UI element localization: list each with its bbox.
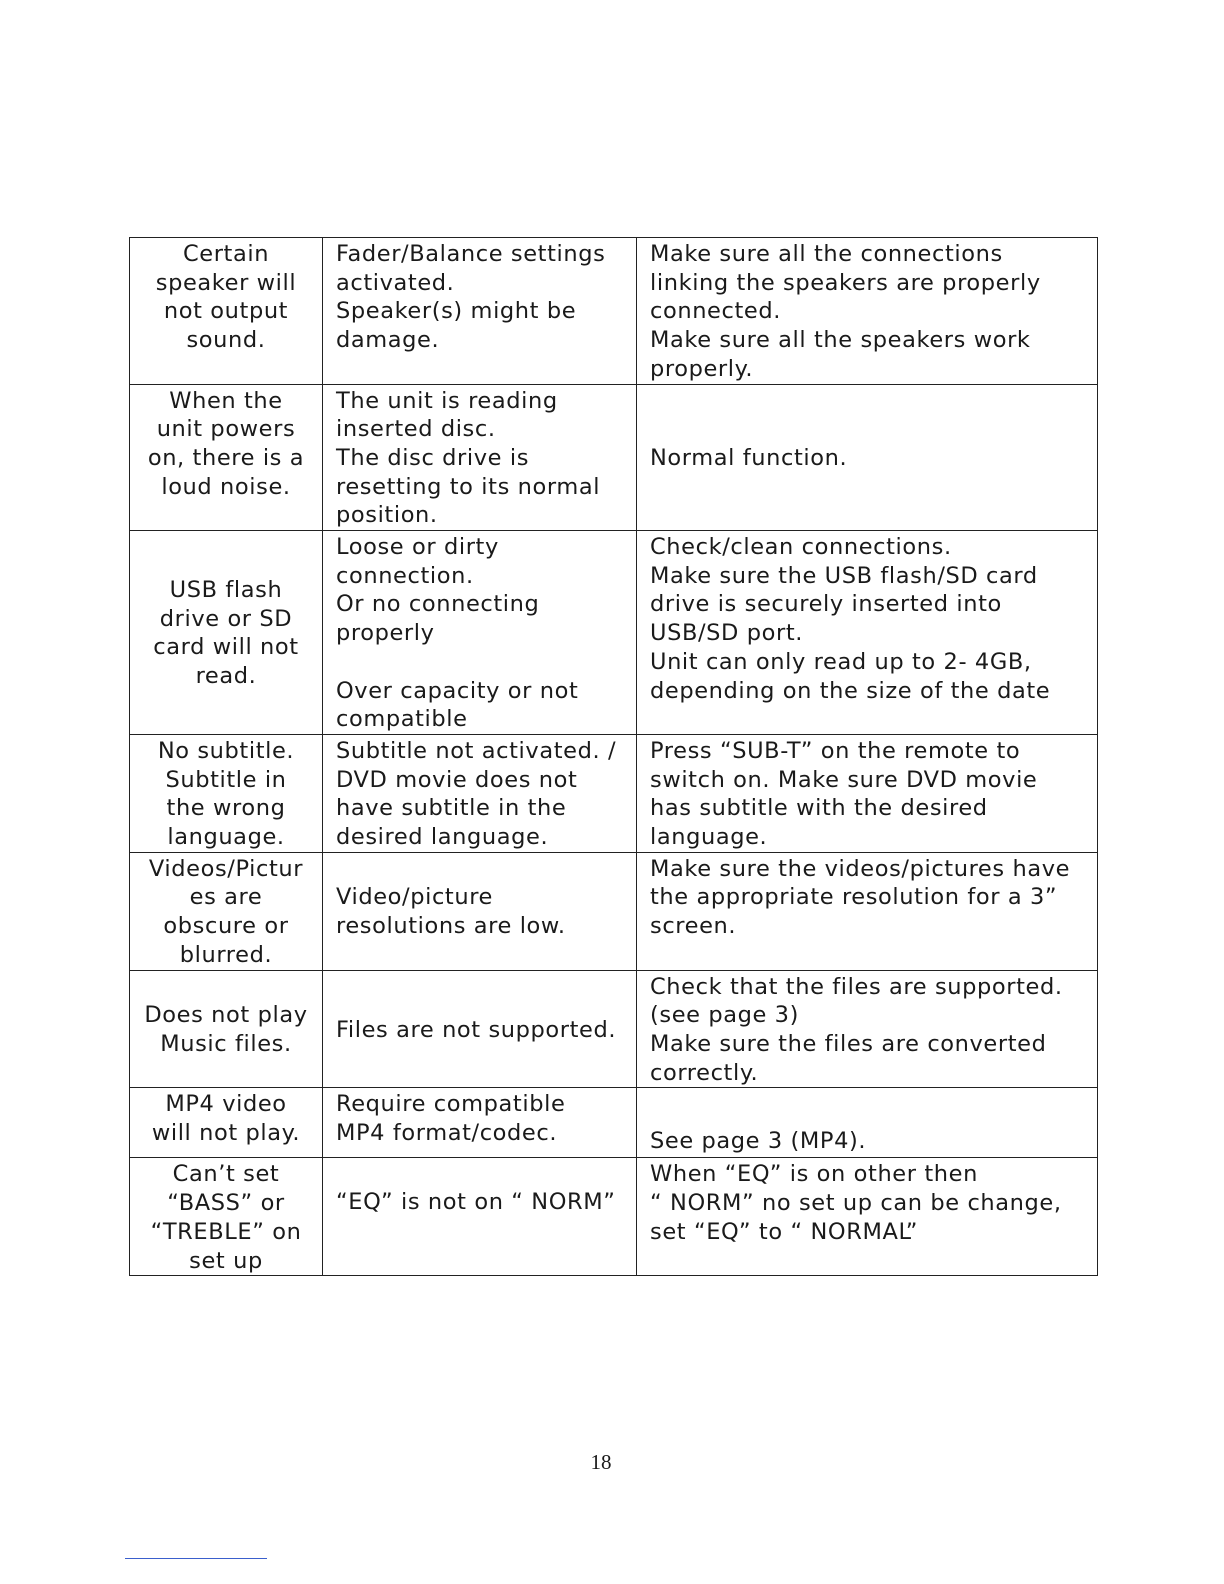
symptom-cell: Certain speaker will not output sound. [130, 238, 323, 385]
cause-cell: Fader/Balance settings activated. Speaker(s) might be damage. [323, 238, 637, 385]
table-row [130, 734, 1098, 852]
symptom-cell: Does not play Music files. [130, 970, 323, 1088]
table-row [130, 1158, 1098, 1276]
table-row [130, 852, 1098, 970]
cause-cell: Require compatible MP4 format/codec. [323, 1088, 637, 1158]
cause-cell: “EQ” is not on “ NORM” [323, 1158, 637, 1276]
symptom-cell: Can’t set “BASS” or “TREBLE” on set up [130, 1158, 323, 1276]
cause-cell: Loose or dirty connection. Or no connecting properly Over capacity or not compatible [323, 531, 637, 735]
table-row [130, 1088, 1098, 1158]
solution-cell: Check that the files are supported. (see page 3) Make sure the files are converted correctly. [637, 970, 1098, 1088]
table-row [130, 384, 1098, 531]
troubleshooting-table [129, 237, 1098, 1276]
footnote-divider [125, 1558, 267, 1559]
cause-cell: The unit is reading inserted disc. The disc drive is resetting to its normal position. [323, 384, 637, 531]
solution-cell: When “EQ” is on other then “ NORM” no set up can be change, set “EQ” to “ NORMAL” [637, 1158, 1098, 1276]
symptom-cell: Videos/Pictur es are obscure or blurred. [130, 852, 323, 970]
solution-cell: See page 3 (MP4). [637, 1088, 1098, 1158]
solution-cell: Make sure the videos/pictures have the appropriate resolution for a 3” screen. [637, 852, 1098, 970]
page-number: 18 [590, 1450, 612, 1474]
solution-cell: Make sure all the connections linking the speakers are properly connected. Make sure all the speakers work properly. [637, 238, 1098, 385]
cause-cell: Files are not supported. [323, 970, 637, 1088]
cause-cell: Video/picture resolutions are low. [323, 852, 637, 970]
solution-cell: Press “SUB-T” on the remote to switch on. Make sure DVD movie has subtitle with the desired language. [637, 734, 1098, 852]
solution-cell: Check/clean connections. Make sure the USB flash/SD card drive is securely inserted into USB/SD port. Unit can only read up to 2- 4GB, depending on the size of the date [637, 531, 1098, 735]
table-row [130, 970, 1098, 1088]
symptom-cell: MP4 video will not play. [130, 1088, 323, 1158]
symptom-cell: USB flash drive or SD card will not read. [130, 531, 323, 735]
symptom-cell: No subtitle. Subtitle in the wrong language. [130, 734, 323, 852]
cause-cell: Subtitle not activated. / DVD movie does not have subtitle in the desired language. [323, 734, 637, 852]
solution-cell: Normal function. [637, 384, 1098, 531]
table-row [130, 238, 1098, 385]
table-row [130, 531, 1098, 735]
symptom-cell: When the unit powers on, there is a loud noise. [130, 384, 323, 531]
